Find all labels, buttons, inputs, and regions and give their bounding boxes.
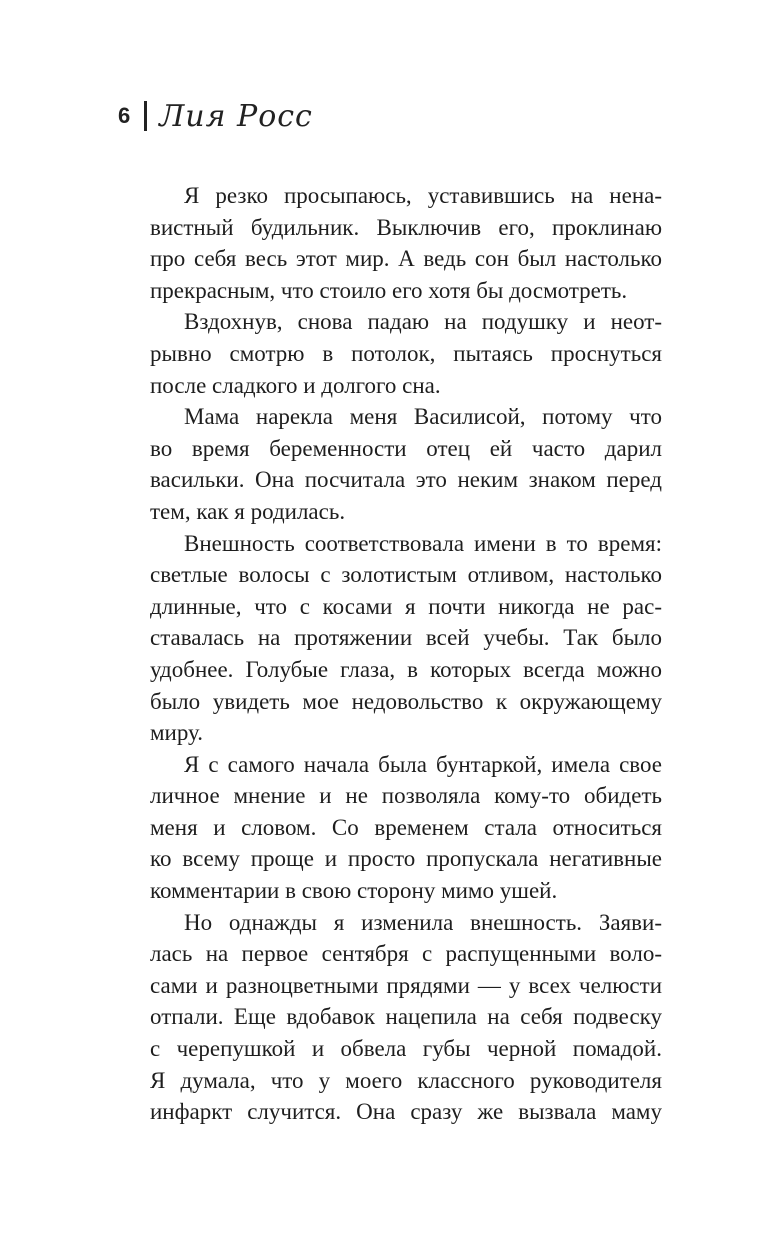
text-line: Мама нарекла меня Василисой, потому что (184, 404, 662, 430)
text-line: личное мнение и не позволяла кому-то обидеть (150, 783, 662, 809)
text-line: сами и разноцветными прядями — у всех челюсти (150, 972, 662, 998)
text-line: отпали. Еще вдобавок нацепила на себя подвеску (150, 1004, 662, 1030)
text-line: было увидеть мое недовольство к окружающему (150, 688, 662, 714)
text-line: Я резко просыпаюсь, уставившись на нена- (184, 183, 662, 208)
text-line: Но однажды я изменила внешность. Заяви- (184, 909, 662, 935)
text-line: Внешность соответствовала имени в то время: (184, 530, 662, 556)
text-line: про себя весь этот мир. А ведь сон был настолько (150, 246, 662, 272)
text-line: васильки. Она посчитала это неким знаком перед (150, 467, 662, 493)
text-line: комментарии в свою сторону мимо ушей. (150, 878, 558, 904)
text-line: Вздохнув, снова падаю на подушку и неот- (184, 309, 662, 335)
text-line: рывно смотрю в потолок, пытаясь проснуться (150, 340, 662, 366)
text-line: ко всему проще и просто пропускала негативные (150, 846, 662, 872)
text-line: Я с самого начала была бунтаркой, имела свое (184, 751, 662, 777)
text-line: удобнее. Голубые глаза, в которых всегда можно (150, 656, 662, 682)
text-line: меня и словом. Со временем стала относиться (150, 814, 662, 840)
text-line: прекрасным, что стоило его хотя бы досмотреть. (150, 277, 628, 303)
text-line: вистный будильник. Выключив его, проклинаю (150, 214, 662, 240)
running-header (118, 96, 313, 136)
text-line: после сладкого и долгого сна. (150, 372, 441, 398)
text-line: инфаркт случится. Она сразу же вызвала маму (150, 1099, 662, 1125)
text-line: тем, как я родилась. (150, 498, 346, 524)
text-line: лась на первое сентября с распущенными воло- (150, 941, 662, 967)
text-line: во время беременности отец ей часто дарил (150, 435, 662, 461)
author-name: Лия Росс (159, 98, 313, 134)
text-line: миру. (150, 720, 204, 746)
page-number: 6 (118, 103, 131, 128)
text-line: ставалась на протяжении всей учебы. Так было (150, 625, 662, 651)
text-line: Я думала, что у моего классного руководителя (150, 1067, 662, 1093)
text-line: с черепушкой и обвела губы черной помадой. (150, 1036, 662, 1062)
header-divider (144, 101, 147, 131)
text-line: светлые волосы с золотистым отливом, настолько (150, 562, 662, 588)
text-line: длинные, что с косами я почти никогда не рас- (150, 593, 662, 619)
body-text (150, 180, 662, 1128)
